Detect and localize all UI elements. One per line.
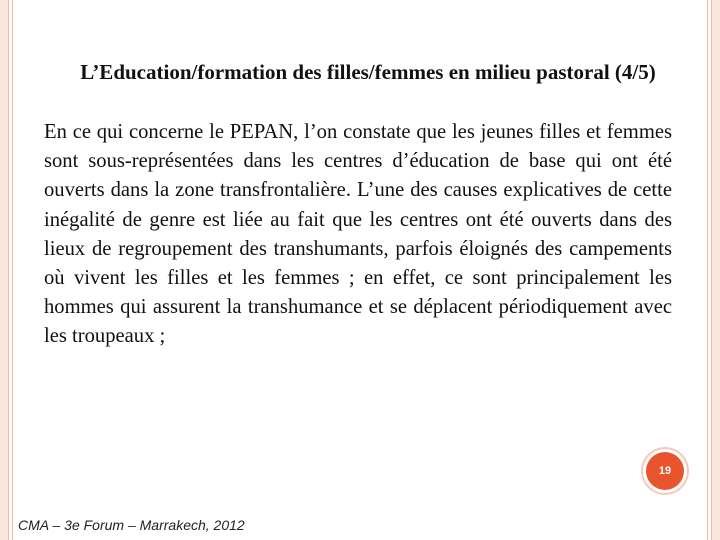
left-frame-line-inner [12,0,13,540]
slide-title: L’Education/formation des filles/femmes en milieu pastoral (4/5) [80,60,656,84]
slide-body-text: En ce qui concerne le PEPAN, l’on constate que les jeunes filles et femmes sont sous-représentées dans les centres d’éducation de base qui ont été ouverts dans la zone transfrontalière. L’une des causes explicatives de cette inégalité de genre est liée au fait que les centres ont été ouverts dans des lieux de regroupement des transhumants, parfois éloignés des campements où vivent les filles et les femmes ; en effet, ce sont principalement les hommes qui assurent la transhumance et se déplacent périodiquement avec les troupeaux ; [44,121,672,348]
right-frame-line [711,0,712,540]
page-number: 19 [646,452,684,490]
page-number-badge [643,449,687,493]
right-frame-band [712,0,720,540]
left-frame-band [0,0,8,540]
left-frame-line [8,0,9,540]
right-frame-line-inner [707,0,708,540]
slide-footer: CMA – 3e Forum – Marrakech, 2012 [18,517,245,533]
